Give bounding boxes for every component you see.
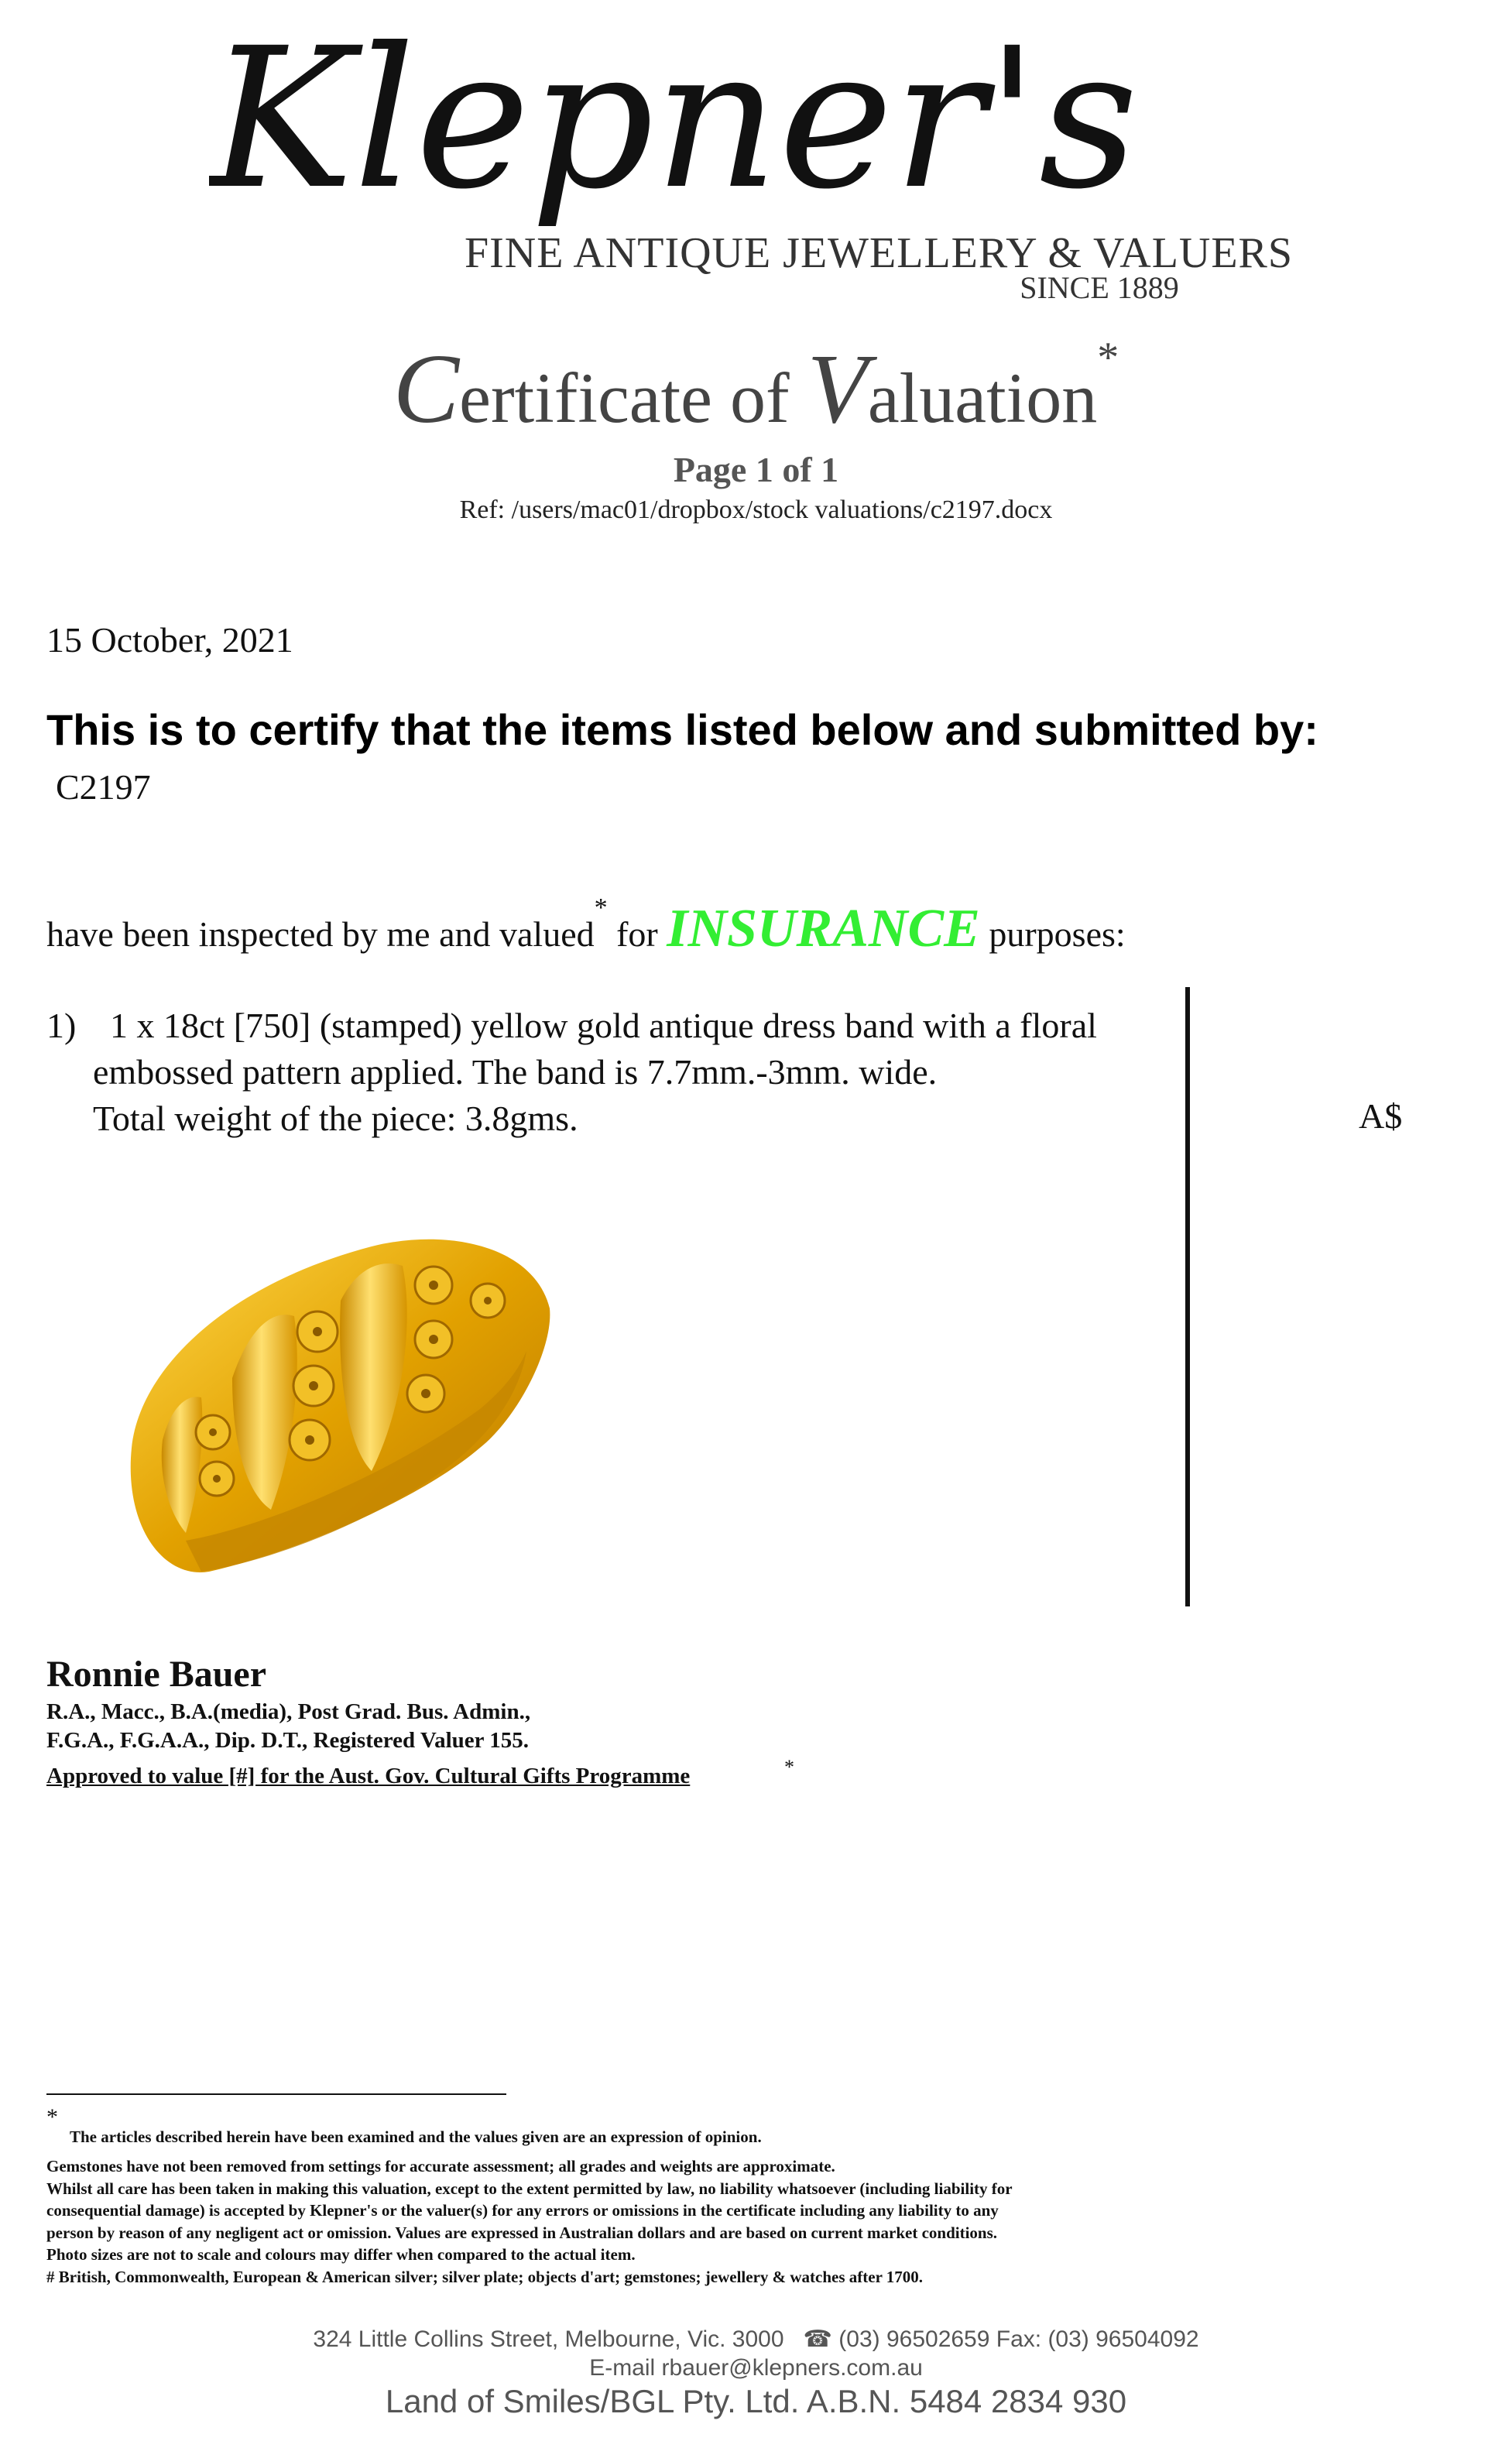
for-text: for <box>607 914 667 954</box>
telephone-icon: ☎ <box>803 2326 832 2352</box>
item-line-1 <box>46 1003 1208 1049</box>
insurance-highlight: INSURANCE <box>667 899 980 958</box>
footnote-line: # British, Commonwealth, European & American silver; silver plate; objects d'art; gemstones; jewellery & watches after 1700. <box>46 2267 924 2286</box>
footnote-line: Gemstones have not been removed from settings for accurate assessment; all grades and weights are approximate. <box>46 2157 835 2175</box>
title-initial-c: C <box>393 334 460 444</box>
approval-footnote-mark: * <box>784 1756 794 1778</box>
title-initial-v: V <box>807 334 868 444</box>
logo-script-text: Klepner's <box>209 6 1139 231</box>
phone-fax: (03) 96502659 Fax: (03) 96504092 <box>838 2326 1199 2352</box>
page-indicator: Page 1 of 1 <box>673 450 839 489</box>
gold-ring-image <box>116 1215 565 1587</box>
title-part-2: aluation <box>867 358 1098 437</box>
footnote-mark: * <box>46 2104 58 2130</box>
street-address: 324 Little Collins Street, Melbourne, Vic. 3000 <box>313 2326 784 2352</box>
footnote-line: consequential damage) is accepted by Klepner's or the valuer(s) for any errors or omissions in the certificate including any liability to any <box>46 2201 999 2220</box>
valuer-name: Ronnie Bauer <box>46 1654 267 1695</box>
valuer-qualifications-1: R.A., Macc., B.A.(media), Post Grad. Bus. Admin., <box>46 1699 531 1724</box>
contact-address-line <box>0 2326 1512 2353</box>
title-part-1: ertificate of <box>459 358 807 437</box>
item-line-2: embossed pattern applied. The band is 7.7mm.-3mm. wide. <box>93 1052 938 1092</box>
valuer-qualifications-2: F.G.A., F.G.A.A., Dip. D.T., Registered Valuer 155. <box>46 1728 530 1753</box>
footnote-line: Photo sizes are not to scale and colours may differ when compared to the actual item. <box>46 2245 636 2265</box>
footnote-disclaimer <box>46 2155 1223 2289</box>
item-number: 1) <box>46 1006 77 1045</box>
footnote-line: Whilst all care has been taken in making this valuation, except to the extent permitted by law, no liability whatsoever (including liability for <box>46 2179 1013 2198</box>
certificate-title <box>0 334 1512 444</box>
purposes-text: purposes: <box>979 914 1126 954</box>
valued-footnote-mark: * <box>594 893 608 922</box>
client-code: C2197 <box>56 767 151 807</box>
contact-email: E-mail rbauer@klepners.com.au <box>589 2355 923 2381</box>
inspected-statement <box>46 893 1126 960</box>
klepners-logo <box>209 0 1293 341</box>
cultural-gifts-approval: Approved to value [#] for the Aust. Gov. Cultural Gifts Programme <box>46 1764 691 1788</box>
footnote-line: person by reason of any negligent act or omission. Values are expressed in Australian dollars and are based on current market conditions. <box>46 2223 998 2242</box>
certificate-date: 15 October, 2021 <box>46 620 293 660</box>
currency-label: A$ <box>1359 1096 1403 1136</box>
reference-path: Ref: /users/mac01/dropbox/stock valuations/c2197.docx <box>459 495 1053 524</box>
item-line-3: Total weight of the piece: 3.8gms. <box>93 1099 578 1138</box>
footnote-opinion: The articles described herein have been examined and the values given are an expression of opinion. <box>70 2127 762 2146</box>
company-abn: Land of Smiles/BGL Pty. Ltd. A.B.N. 5484 2834 930 <box>385 2383 1127 2419</box>
certify-statement: This is to certify that the items listed below and submitted by: <box>46 705 1318 754</box>
logo-tagline: FINE ANTIQUE JEWELLERY & VALUERS <box>465 229 1293 277</box>
footnote-rule <box>46 2093 506 2095</box>
title-footnote-mark: * <box>1097 334 1119 382</box>
logo-since: SINCE 1889 <box>1020 270 1179 305</box>
item-description <box>46 1003 1208 1142</box>
item-line-1-text: 1 x 18ct [750] (stamped) yellow gold antique dress band with a floral <box>110 1006 1097 1045</box>
value-column-divider <box>1185 987 1190 1606</box>
inspected-text: have been inspected by me and valued <box>46 914 595 954</box>
